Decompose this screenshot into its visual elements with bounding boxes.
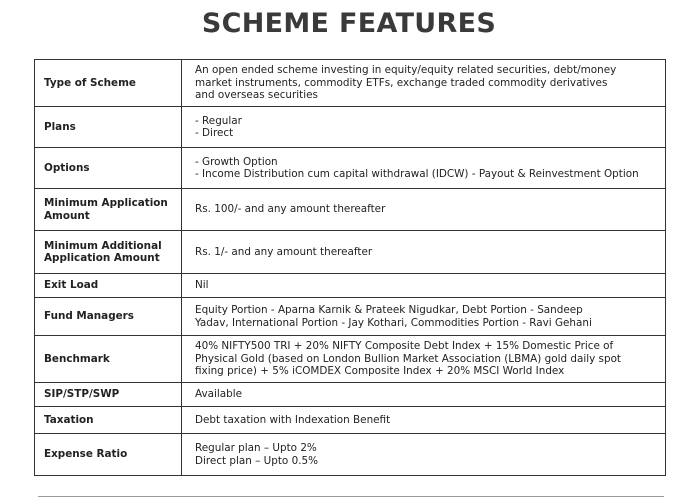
row-value [182, 231, 666, 274]
row-value [182, 107, 666, 148]
value-line: and overseas securities [195, 89, 318, 102]
value-line: fixing price) + 5% iCOMDEX Composite Index + 20% MSCI World Index [195, 365, 565, 378]
value-line: Available [195, 388, 243, 401]
scheme-features-table [34, 59, 666, 476]
value-line: - Growth Option [195, 155, 278, 168]
table-row [35, 407, 666, 434]
row-value [182, 407, 666, 434]
value-line: Direct plan – Upto 0.5% [195, 454, 318, 467]
table-row [35, 298, 666, 336]
table-row [35, 434, 666, 476]
table-row [35, 107, 666, 148]
table-row [35, 231, 666, 274]
table-row [35, 336, 666, 383]
row-label: Fund Managers [35, 298, 182, 336]
value-line: Rs. 1/- and any amount thereafter [195, 245, 373, 258]
row-value [182, 383, 666, 407]
row-label: Expense Ratio [35, 434, 182, 476]
value-line: - Direct [195, 127, 234, 139]
value-line: market instruments, commodity ETFs, exchange traded commodity derivatives [195, 76, 608, 89]
value-line: Debt taxation with Indexation Benefit [195, 413, 391, 426]
value-line: 40% NIFTY500 TRI + 20% NIFTY Composite Debt Index + 15% Domestic Price of [195, 340, 614, 353]
value-line: Physical Gold (based on London Bullion Market Association (LBMA) gold daily spot [195, 352, 621, 365]
row-value [182, 148, 666, 189]
value-line: Nil [195, 279, 209, 292]
page-title: SCHEME FEATURES [201, 8, 497, 39]
row-label: Options [35, 148, 182, 189]
value-line: Yadav, International Portion - Jay Kothari, Commodities Portion - Ravi Gehani [195, 316, 592, 329]
row-value [182, 189, 666, 231]
table-row [35, 383, 666, 407]
value-line: Equity Portion - Aparna Karnik & Prateek Nigudkar, Debt Portion - Sandeep [195, 304, 583, 317]
table-row [35, 189, 666, 231]
row-label: Taxation [35, 407, 182, 434]
row-label: Minimum Application Amount [35, 189, 182, 231]
row-value [182, 60, 666, 107]
table-row [35, 148, 666, 189]
row-label: Benchmark [35, 336, 182, 383]
row-value [182, 434, 666, 476]
value-line: - Regular [195, 114, 242, 127]
row-label: SIP/STP/SWP [35, 383, 182, 407]
row-label: Plans [35, 107, 182, 148]
table-row [35, 60, 666, 107]
row-value [182, 274, 666, 298]
row-label: Type of Scheme [35, 60, 182, 107]
value-line: - Income Distribution cum capital withdrawal (IDCW) - Payout & Reinvestment Option [195, 168, 639, 180]
bottom-divider [38, 496, 664, 497]
row-label: Exit Load [35, 274, 182, 298]
row-label: Minimum Additional Application Amount [35, 231, 182, 274]
row-value [182, 298, 666, 336]
value-line: An open ended scheme investing in equity/equity related securities, debt/money [195, 64, 617, 77]
value-line: Regular plan – Upto 2% [195, 442, 317, 455]
value-line: Rs. 100/- and any amount thereafter [195, 203, 386, 216]
row-value [182, 336, 666, 383]
table-row [35, 274, 666, 298]
